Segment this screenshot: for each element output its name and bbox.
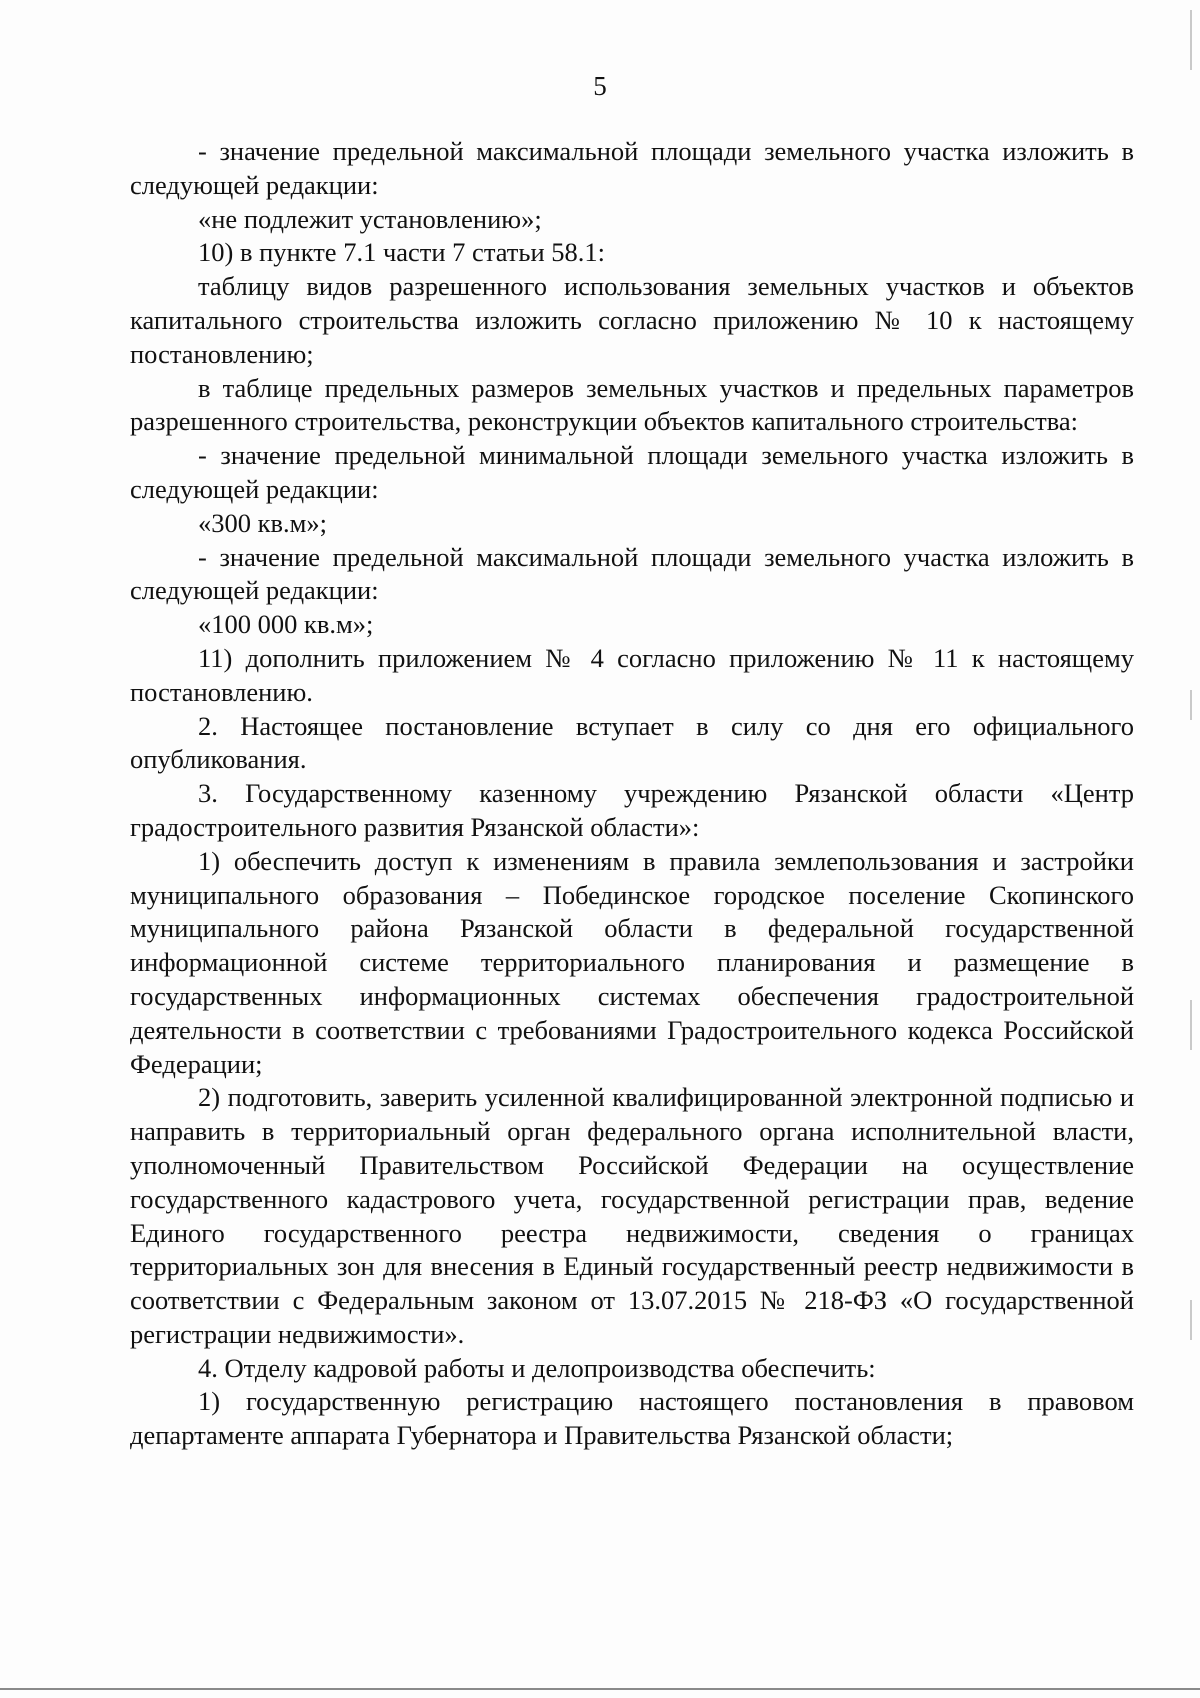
paragraph-section-3-item-2: 2) подготовить, заверить усиленной квалифицированной электронной подписью и направить в территориальный орган федерального органа исполнительной власти, уполномоченный Правительством Российской Федерации на осуществление государственного кадастрового учета, государственной регистрации прав, ведение Единого государственного реестра недвижимости, сведения о границах территориальных зон для внесения в Единый государственный реестр недвижимости в соответствии с Федеральным законом от 13.07.2015 № 218-ФЗ «О государственной регистрации недвижимости».: [130, 1082, 1134, 1349]
paragraph-item-11: 11) дополнить приложением № 4 согласно приложению № 11 к настоящему постановлению.: [130, 642, 1134, 707]
page-number: 5: [593, 71, 607, 101]
paragraph-table-types: таблицу видов разрешенного использования земельных участков и объектов капитального строительства изложить согласно приложению № 10 к настоящему постановлению;: [130, 271, 1134, 369]
paragraph-section-4-item-1: 1) государственную регистрацию настоящего постановления в правовом департаменте аппарата Губернатора и Правительства Рязанской области;: [130, 1386, 1134, 1451]
scan-edge-mark: [1190, 1000, 1192, 1050]
scan-edge-mark: [1190, 690, 1192, 720]
paragraph-min-area: - значение предельной минимальной площади земельного участка изложить в следующей редакции:: [130, 440, 1134, 504]
paragraph-section-4: 4. Отделу кадровой работы и делопроизводства обеспечить:: [198, 1352, 876, 1383]
scan-edge-mark: [1190, 1300, 1192, 1340]
scan-edge-mark: [1190, 10, 1192, 70]
paragraph-max-area: - значение предельной максимальной площади земельного участка изложить в следующей редакции:: [130, 541, 1134, 606]
paragraph-item-10: 10) в пункте 7.1 части 7 статьи 58.1:: [198, 237, 606, 268]
paragraph-section-3-item-1: 1) обеспечить доступ к изменениям в правила землепользования и застройки муниципального образования – Побединское городское поселение Скопинского муниципального района Рязанской области в федеральной государственной информационной системе территориального планирования и размещение в государственных информационных системах обеспечения градостроительной деятельности в соответствии с требованиями Градостроительного кодекса Российской Федерации;: [130, 845, 1134, 1079]
document-body: [130, 135, 1134, 1453]
paragraph-section-3: 3. Государственному казенному учреждению Рязанской области «Центр градостроительного развития Рязанской области»:: [130, 778, 1134, 842]
scan-bottom-edge: [0, 1688, 1200, 1690]
paragraph-min-area-value: «300 кв.м»;: [198, 507, 328, 538]
paragraph-not-subject: «не подлежит установлению»;: [198, 203, 542, 234]
paragraph-max-area-value: «100 000 кв.м»;: [198, 609, 374, 640]
paragraph-section-2: 2. Настоящее постановление вступает в силу со дня его официального опубликования.: [130, 710, 1134, 775]
paragraph-table-limits: в таблице предельных размеров земельных участков и предельных параметров разрешенного строительства, реконструкции объектов капитального строительства:: [130, 372, 1134, 437]
paragraph-max-area-intro: - значение предельной максимальной площади земельного участка изложить в следующей редакции:: [130, 136, 1134, 200]
